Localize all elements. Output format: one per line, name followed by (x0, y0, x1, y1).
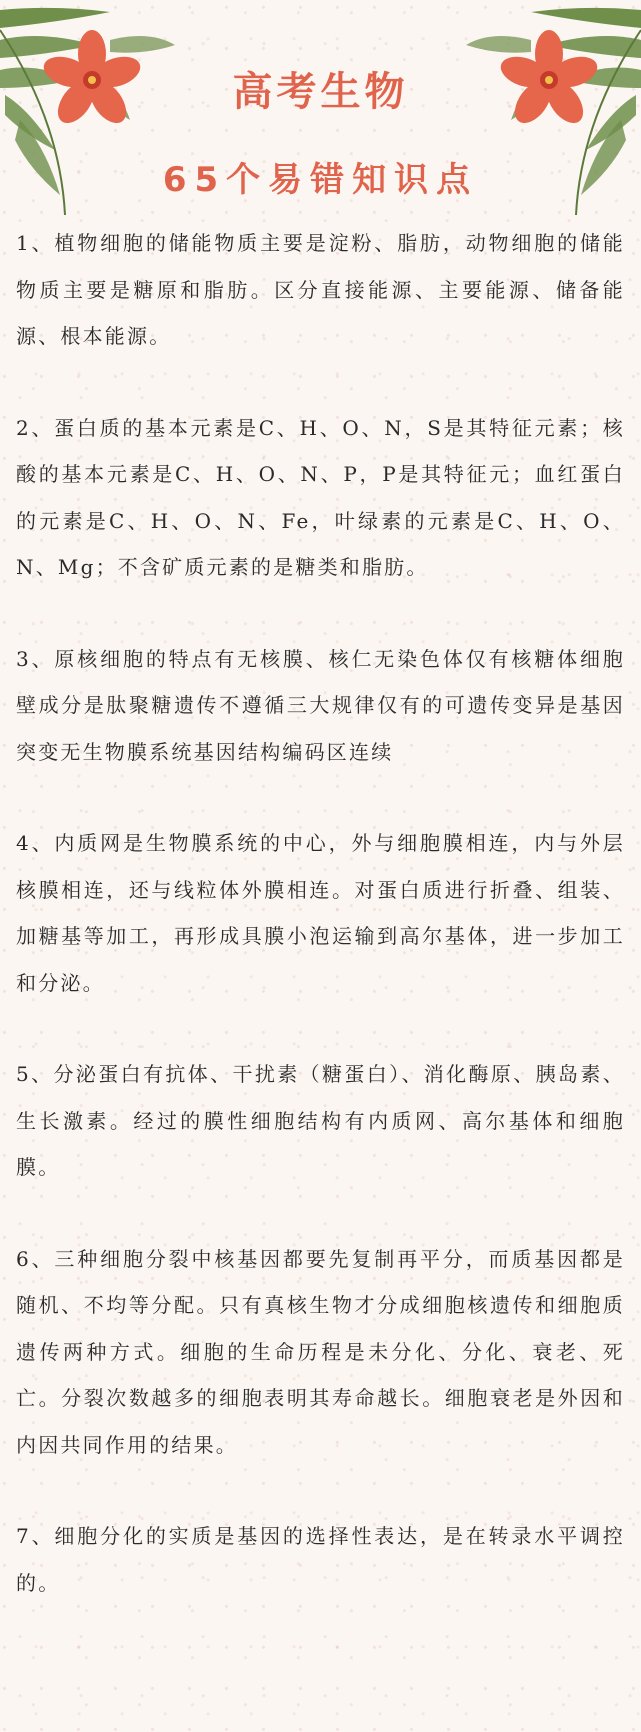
knowledge-item-3: 3、原核细胞的特点有无核膜、核仁无染色体仅有核糖体细胞壁成分是肽聚糖遗传不遵循三大规律仅有的可遗传变异是基因突变无生物膜系统基因结构编码区连续 (16, 646, 625, 764)
header (0, 0, 641, 220)
knowledge-item-5: 5、分泌蛋白有抗体、干扰素（糖蛋白）、消化酶原、胰岛素、生长激素。经过的膜性细胞结构有内质网、高尔基体和细胞膜。 (16, 1062, 625, 1179)
page-title: 高考生物 (232, 69, 409, 115)
knowledge-list (16, 220, 625, 1651)
knowledge-item-4: 4、内质网是生物膜系统的中心，外与细胞膜相连，内与外层核膜相连，还与线粒体外膜相连。对蛋白质进行折叠、组装、加糖基等加工，再形成具膜小泡运输到高尔基体，进一步加工和分泌。 (16, 831, 625, 995)
knowledge-item-2: 2、蛋白质的基本元素是C、H、O、N，S是其特征元素；核酸的基本元素是C、H、O、N、P，P是其特征元；血红蛋白的元素是C、H、O、N、Fe，叶绿素的元素是C、H、O、N、Mg；不含矿质元素的是糖类和脂肪。 (16, 415, 626, 579)
page-subtitle: 65个易错知识点 (162, 160, 479, 200)
knowledge-item-7: 7、细胞分化的实质是基因的选择性表达，是在转录水平调控的。 (16, 1524, 625, 1595)
knowledge-item-1: 1、植物细胞的储能物质主要是淀粉、脂肪，动物细胞的储能物质主要是糖原和脂肪。区分直接能源、主要能源、储备能源、根本能源。 (16, 231, 625, 348)
knowledge-item-6: 6、三种细胞分裂中核基因都要先复制再平分，而质基因都是随机、不均等分配。只有真核生物才分成细胞核遗传和细胞质遗传两种方式。细胞的生命历程是未分化、分化、衰老、死亡。分裂次数越多的细胞表明其寿命越长。细胞衰老是外因和内因共同作用的结果。 (16, 1246, 625, 1457)
